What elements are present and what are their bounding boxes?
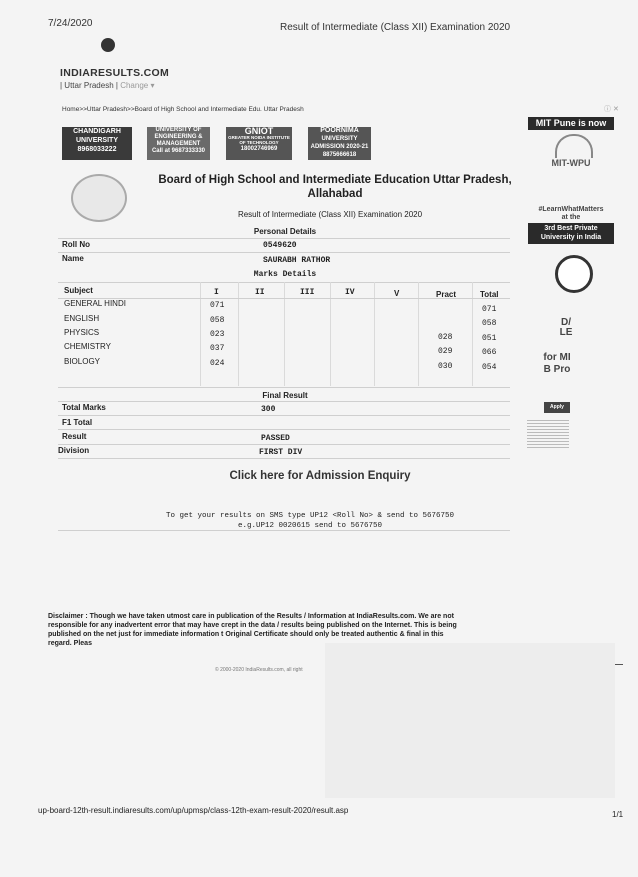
site-brand[interactable]: INDIARESULTS.COM [60, 67, 170, 79]
divider [58, 458, 510, 459]
ad-learn [528, 206, 614, 222]
apply-button[interactable]: Apply [544, 402, 570, 413]
table-cell-subject: GENERAL HINDI [64, 299, 126, 308]
table-cell-pract: 029 [438, 347, 453, 356]
board-seal-icon [71, 174, 127, 222]
ad-gniot[interactable] [226, 127, 292, 160]
ad-text: GREATER NOIDA INSTITUTE OF TECHNOLOGY [228, 135, 290, 145]
table-cell-i: 023 [210, 330, 225, 339]
ad-poornima[interactable] [308, 127, 371, 160]
table-cell-pract: 028 [438, 333, 453, 342]
table-cell-total: 054 [482, 363, 497, 372]
admission-enquiry-link[interactable]: Click here for Admission Enquiry [229, 470, 411, 482]
board-name: Board of High School and Intermediate Education Uttar Pradesh, Allahabad [158, 174, 512, 200]
name-label: Name [62, 254, 84, 263]
divider [58, 252, 510, 253]
division-value: FIRST DIV [259, 448, 303, 457]
ad-placeholder [325, 643, 615, 798]
col-ii: II [255, 288, 265, 297]
division-label: Division [58, 446, 90, 455]
page-url: up-board-12th-result.indiaresults.com/up/upmsp/class-12th-exam-result-2020/result.asp [38, 806, 349, 815]
breadcrumb[interactable]: Home>>Uttar Pradesh>>Board of High School and Intermediate Edu. Uttar Pradesh [62, 106, 304, 113]
state-name: | Uttar Pradesh | [60, 81, 118, 90]
divider [615, 664, 623, 665]
mit-dome-icon [555, 134, 593, 158]
sms-info [150, 511, 470, 531]
col-total: Total [480, 290, 499, 299]
print-date: 7/24/2020 [48, 18, 93, 29]
table-cell-total: 066 [482, 348, 497, 357]
ad-text: ENGINEERING & [154, 134, 203, 140]
divider [58, 444, 510, 445]
col-pract: Pract [436, 290, 457, 299]
ad-text: #LearnWhatMatters [538, 206, 604, 213]
alarm-clock-icon [555, 255, 593, 293]
result-value: PASSED [261, 434, 290, 443]
result-title: Result of Intermediate (Class XII) Examination 2020 [237, 210, 423, 219]
page-number: 1/1 [612, 810, 624, 819]
marks-details-heading: Marks Details [253, 270, 317, 279]
col-iv: IV [345, 288, 355, 297]
ad-text: UNIVERSITY [75, 137, 118, 144]
f1-total-label: F1 Total [62, 418, 93, 427]
ad-text: 18002746969 [240, 146, 278, 152]
final-result-heading: Final Result [262, 391, 308, 400]
table-cell-subject: BIOLOGY [64, 357, 101, 366]
table-cell-subject: ENGLISH [64, 314, 100, 323]
state-selector[interactable] [60, 81, 154, 90]
table-cell-subject: CHEMISTRY [64, 342, 111, 351]
ad-text: ADMISSION 2020-21 [310, 144, 369, 150]
ad-close-icon[interactable]: ⓘ ✕ [604, 106, 619, 113]
table-cell-subject: PHYSICS [64, 328, 100, 337]
disclaimer: Disclaimer : Though we have taken utmost care in publication of the Results / Information at IndiaResults.com. We are not responsible for any inadvertent error that may have crept in the data / results being published on the Internet. This is being published on the net just for immediate information t Original Certificate should only be treated authentic & final in this regard. Pleas [48, 613, 457, 647]
col-subject: Subject [64, 286, 93, 295]
total-marks-value: 300 [261, 405, 276, 414]
divider [58, 401, 510, 402]
result-label: Result [62, 432, 87, 441]
change-state-link[interactable]: Change ▾ [120, 81, 155, 90]
ad-best-private: 3rd Best Private University in India [528, 223, 614, 244]
table-cell-pract: 030 [438, 362, 453, 371]
table-cell-total: 051 [482, 334, 497, 343]
roll-value: 0549620 [263, 241, 297, 250]
col-iii: III [300, 288, 315, 297]
name-value: SAURABH RATHOR [263, 256, 331, 265]
print-title: Result of Intermediate (Class XII) Examination 2020 [280, 22, 511, 33]
table-cell-i: 024 [210, 359, 225, 368]
ad-text: UNIVERSITY OF [155, 127, 202, 133]
divider [58, 238, 510, 239]
table-cell-i: 071 [210, 301, 225, 310]
total-marks-label: Total Marks [62, 403, 106, 412]
ad-partial-text: D/ LE [559, 317, 573, 338]
ad-mit-pune[interactable]: MIT Pune is now [528, 117, 614, 130]
col-i: I [214, 288, 219, 297]
roll-label: Roll No [62, 240, 90, 249]
ad-text: POORNIMA [320, 127, 359, 134]
ad-text: UNIVERSITY [321, 136, 358, 142]
copyright: © 2000-2020 IndiaResults.com, all right [215, 667, 303, 673]
ad-chandigarh-university[interactable] [62, 127, 132, 160]
ad-graphic [527, 420, 569, 448]
divider [58, 429, 510, 430]
divider [58, 415, 510, 416]
ad-text: GNIOT [244, 126, 274, 136]
ad-text: at the [561, 214, 581, 221]
personal-details-heading: Personal Details [253, 227, 317, 236]
ad-mit-wpu: MIT-WPU [551, 158, 591, 168]
ad-text: 8875666618 [322, 152, 357, 158]
site-logo-icon [101, 38, 115, 52]
ad-uem[interactable] [147, 127, 210, 160]
ad-partial-text: for MI B Pro [543, 352, 571, 375]
sms-example: e.g.UP12 0020615 send to 5676750 [237, 522, 383, 530]
table-cell-i: 058 [210, 316, 225, 325]
ad-text: CHANDIGARH [73, 128, 121, 135]
sms-line: To get your results on SMS type UP12 <Roll No> & send to 5676750 [165, 512, 455, 520]
table-cell-i: 037 [210, 344, 225, 353]
ad-text: 8968033222 [77, 146, 117, 153]
col-v: V [394, 289, 400, 298]
ad-text: Call at 9687333330 [151, 148, 206, 154]
table-cell-total: 058 [482, 319, 497, 328]
ad-text: MANAGEMENT [156, 141, 201, 147]
divider [58, 530, 510, 531]
table-cell-total: 071 [482, 305, 497, 314]
